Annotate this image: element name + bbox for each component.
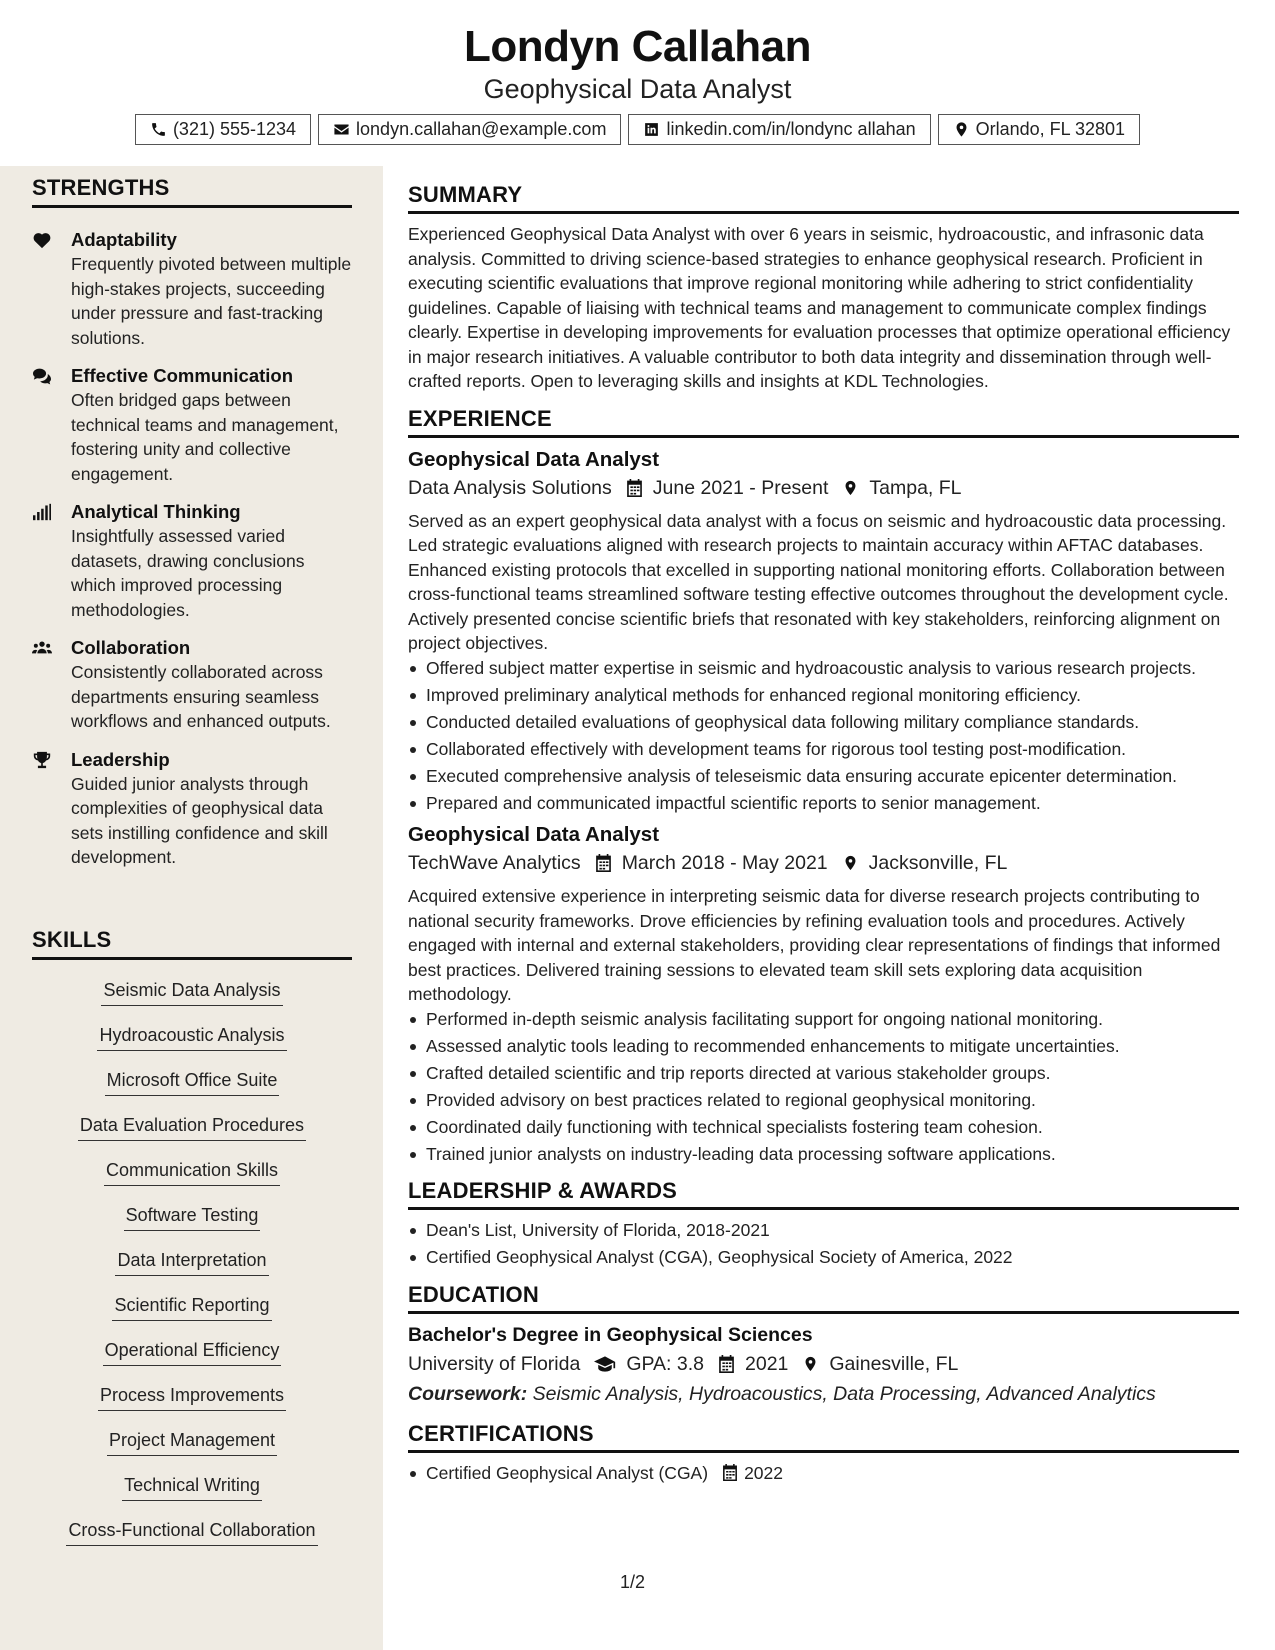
job-meta [408, 473, 1239, 503]
skill-item [32, 1338, 352, 1383]
job-bullet: Conducted detailed evaluations of geophysical data following military compliance standards. [408, 710, 1239, 735]
signal-bars-icon [32, 503, 52, 521]
skills-heading: SKILLS [32, 927, 352, 960]
graduation-year: 2021 [745, 1352, 789, 1375]
strength-title: Effective Communication [71, 365, 294, 386]
contact-linkedin[interactable] [628, 114, 930, 145]
job-bullet: Improved preliminary analytical methods for enhanced regional monitoring efficiency. [408, 683, 1239, 708]
map-pin-icon [842, 854, 859, 872]
calendar-icon [595, 854, 612, 872]
strength-description: Guided junior analysts through complexities of geophysical data sets instilling confidence and skill development. [71, 773, 328, 867]
page-number: 1/2 [620, 1572, 646, 1592]
job-role: Geophysical Data Analyst [408, 823, 660, 846]
linkedin-icon [643, 121, 660, 138]
map-pin-icon [802, 1355, 819, 1373]
strength-title: Collaboration [71, 637, 191, 658]
chat-bubbles-icon [32, 367, 52, 385]
candidate-title: Geophysical Data Analyst [483, 74, 792, 104]
strength-title: Analytical Thinking [71, 501, 241, 522]
job-description: Acquired extensive experience in interpreting seismic data for diverse research projects contributing to national security frameworks. Drove efficiencies by refining evaluation tools and procedures. Actively engaged with internal and external stakeholders, providing clear representations of findings that informed best practices. Delivered training sessions to elevated team skill sets exploring data acquisition methodology. [408, 886, 1221, 1004]
skill-item [32, 978, 352, 1023]
certifications-heading: CERTIFICATIONS [408, 1421, 1239, 1453]
calendar-icon [718, 1355, 735, 1373]
skill-label: Scientific Reporting [112, 1293, 271, 1321]
phone-icon [150, 121, 167, 138]
skill-label: Cross-Functional Collaboration [66, 1518, 317, 1546]
calendar-icon [626, 479, 643, 497]
job-entry [408, 446, 1239, 816]
skill-item [32, 1023, 352, 1068]
map-pin-icon [953, 121, 970, 138]
job-entry [408, 821, 1239, 1166]
skill-item [32, 1068, 352, 1113]
job-bullet: Executed comprehensive analysis of teleseismic data ensuring accurate epicenter determination. [408, 764, 1239, 789]
awards-heading: LEADERSHIP & AWARDS [408, 1178, 1239, 1210]
main-column [408, 182, 1239, 1488]
strength-title: Leadership [71, 748, 170, 770]
certification-year: 2022 [744, 1462, 783, 1483]
skill-item [32, 1428, 352, 1473]
education-section [408, 1282, 1239, 1409]
skill-item [32, 1473, 352, 1518]
job-bullet: Offered subject matter expertise in seismic and hydroacoustic analysis to various research projects. [408, 656, 1239, 681]
graduation-cap-icon [594, 1355, 616, 1373]
job-bullet: Provided advisory on best practices related to regional geophysical monitoring. [408, 1088, 1239, 1113]
skill-label: Technical Writing [122, 1473, 262, 1501]
contact-phone-text: (321) 555-1234 [172, 119, 297, 139]
job-bullet: Trained junior analysts on industry-leading data processing software applications. [408, 1142, 1239, 1167]
skill-item [32, 1158, 352, 1203]
certification-name: Certified Geophysical Analyst (CGA) [426, 1462, 709, 1483]
skill-label: Communication Skills [104, 1158, 280, 1186]
candidate-name: Londyn Callahan [464, 22, 811, 71]
contact-phone[interactable] [135, 114, 311, 145]
school-location: Gainesville, FL [829, 1352, 959, 1375]
summary-heading: SUMMARY [408, 182, 1239, 214]
strength-item [32, 748, 352, 870]
strengths-list [32, 228, 352, 884]
skill-label: Software Testing [124, 1203, 261, 1231]
coursework-label: Coursework: [408, 1382, 528, 1405]
summary-section [408, 182, 1239, 394]
experience-heading: EXPERIENCE [408, 406, 1239, 438]
job-company: Data Analysis Solutions [408, 476, 612, 499]
certification-item [408, 1461, 1239, 1486]
award-item: Dean's List, University of Florida, 2018-2021 [408, 1218, 1239, 1243]
heart-icon [32, 231, 52, 249]
job-bullet: Assessed analytic tools leading to recommended enhancements to mitigate uncertainties. [408, 1034, 1239, 1059]
education-meta [408, 1349, 1239, 1379]
job-location: Tampa, FL [869, 476, 962, 499]
job-bullet: Collaborated effectively with development teams for rigorous tool testing post-modification. [408, 737, 1239, 762]
job-company: TechWave Analytics [408, 852, 581, 874]
job-dates: March 2018 - May 2021 [621, 852, 828, 874]
coursework-list: Seismic Analysis, Hydroacoustics, Data Processing, Advanced Analytics [527, 1382, 1156, 1405]
skill-label: Seismic Data Analysis [101, 978, 282, 1006]
gpa: GPA: 3.8 [626, 1352, 704, 1375]
education-heading: EDUCATION [408, 1282, 1239, 1314]
skill-item [32, 1203, 352, 1248]
job-bullet: Crafted detailed scientific and trip reports directed at various stakeholder groups. [408, 1061, 1239, 1086]
job-location: Jacksonville, FL [868, 852, 1008, 874]
skill-item [32, 1248, 352, 1293]
calendar-icon [722, 1464, 738, 1481]
contact-email-text: londyn.callahan@example.com [356, 119, 607, 139]
contact-location [938, 114, 1140, 145]
skills-list [32, 978, 352, 1563]
skill-item [32, 1113, 352, 1158]
award-item: Certified Geophysical Analyst (CGA), Geophysical Society of America, 2022 [408, 1245, 1239, 1270]
strength-item [32, 364, 352, 486]
skill-label: Data Interpretation [115, 1248, 268, 1276]
strength-description: Frequently pivoted between multiple high-stakes projects, succeeding under pressure and fast-tracking solutions. [71, 254, 352, 348]
summary-text: Experienced Geophysical Data Analyst with over 6 years in seismic, hydroacoustic, and infrasonic data analysis. Committed to driving science-based strategies to enhance geophysical research. Proficient in executing scientific evaluations that improve regional monitoring while adhering to strict confidentiality guidelines. Capable of liaising with technical teams and management to communicate complex findings clearly. Expertise in developing improvements for evaluation processes that optimize operational efficiency in major research initiatives. A valuable contributor to both data integrity and dissemination through well-crafted reports. Open to leveraging skills and insights at KDL Technologies. [408, 224, 1231, 391]
users-icon [32, 639, 52, 657]
map-pin-icon [842, 479, 859, 497]
envelope-icon [333, 121, 350, 138]
contact-bar [0, 114, 1275, 145]
job-bullets [408, 1007, 1239, 1167]
trophy-icon [32, 751, 52, 769]
skill-label: Microsoft Office Suite [105, 1068, 280, 1096]
strength-description: Often bridged gaps between technical teams and management, fostering unity and collective engagement. [71, 390, 339, 484]
job-bullet: Performed in-depth seismic analysis facilitating support for ongoing national monitoring. [408, 1007, 1239, 1032]
certifications-section [408, 1421, 1239, 1486]
strength-item [32, 228, 352, 350]
strength-description: Consistently collaborated across departments ensuring seamless workflows and enhanced outputs. [71, 662, 331, 731]
job-bullets [408, 656, 1239, 816]
resume-header [0, 0, 1275, 166]
strengths-heading: STRENGTHS [32, 175, 352, 208]
job-bullet: Coordinated daily functioning with technical specialists fostering team cohesion. [408, 1115, 1239, 1140]
strength-title: Adaptability [71, 229, 177, 250]
job-bullet: Prepared and communicated impactful scientific reports to senior management. [408, 791, 1239, 816]
skill-label: Data Evaluation Procedures [78, 1113, 306, 1141]
skill-label: Hydroacoustic Analysis [97, 1023, 286, 1051]
strength-item [32, 500, 352, 622]
strength-description: Insightfully assessed varied datasets, drawing conclusions which improved processing methodologies. [71, 526, 305, 620]
degree-title: Bachelor's Degree in Geophysical Sciences [408, 1323, 813, 1346]
contact-linkedin-text: linkedin.com/in/londync allahan [666, 119, 916, 139]
skill-item [32, 1518, 352, 1563]
skill-label: Project Management [107, 1428, 277, 1456]
contact-location-text: Orlando, FL 32801 [975, 119, 1126, 139]
coursework [408, 1379, 1239, 1409]
experience-section [408, 406, 1239, 1167]
contact-email[interactable] [318, 114, 621, 145]
skill-item [32, 1383, 352, 1428]
job-description: Served as an expert geophysical data analyst with a focus on seismic and hydroacoustic data processing. Led strategic evaluations aligned with research projects to maintain accuracy within AFTAC databases. Enhanced existing protocols that excelled in supporting national monitoring efforts. Collaboration between cross-functional teams streamlined software testing effective outcomes throughout the development cycle. Actively presented concise scientific briefs that resonated with key stakeholders, reinforcing alignment on project objectives. [408, 510, 1229, 653]
awards-section [408, 1178, 1239, 1270]
skill-label: Process Improvements [98, 1383, 286, 1411]
skill-label: Operational Efficiency [103, 1338, 282, 1366]
school-name: University of Florida [408, 1352, 581, 1375]
certifications-list [408, 1461, 1239, 1486]
job-dates: June 2021 - Present [652, 476, 829, 499]
job-meta [408, 848, 1239, 878]
strength-item [32, 636, 352, 734]
awards-list [408, 1218, 1239, 1270]
skill-item [32, 1293, 352, 1338]
job-role: Geophysical Data Analyst [408, 447, 660, 471]
